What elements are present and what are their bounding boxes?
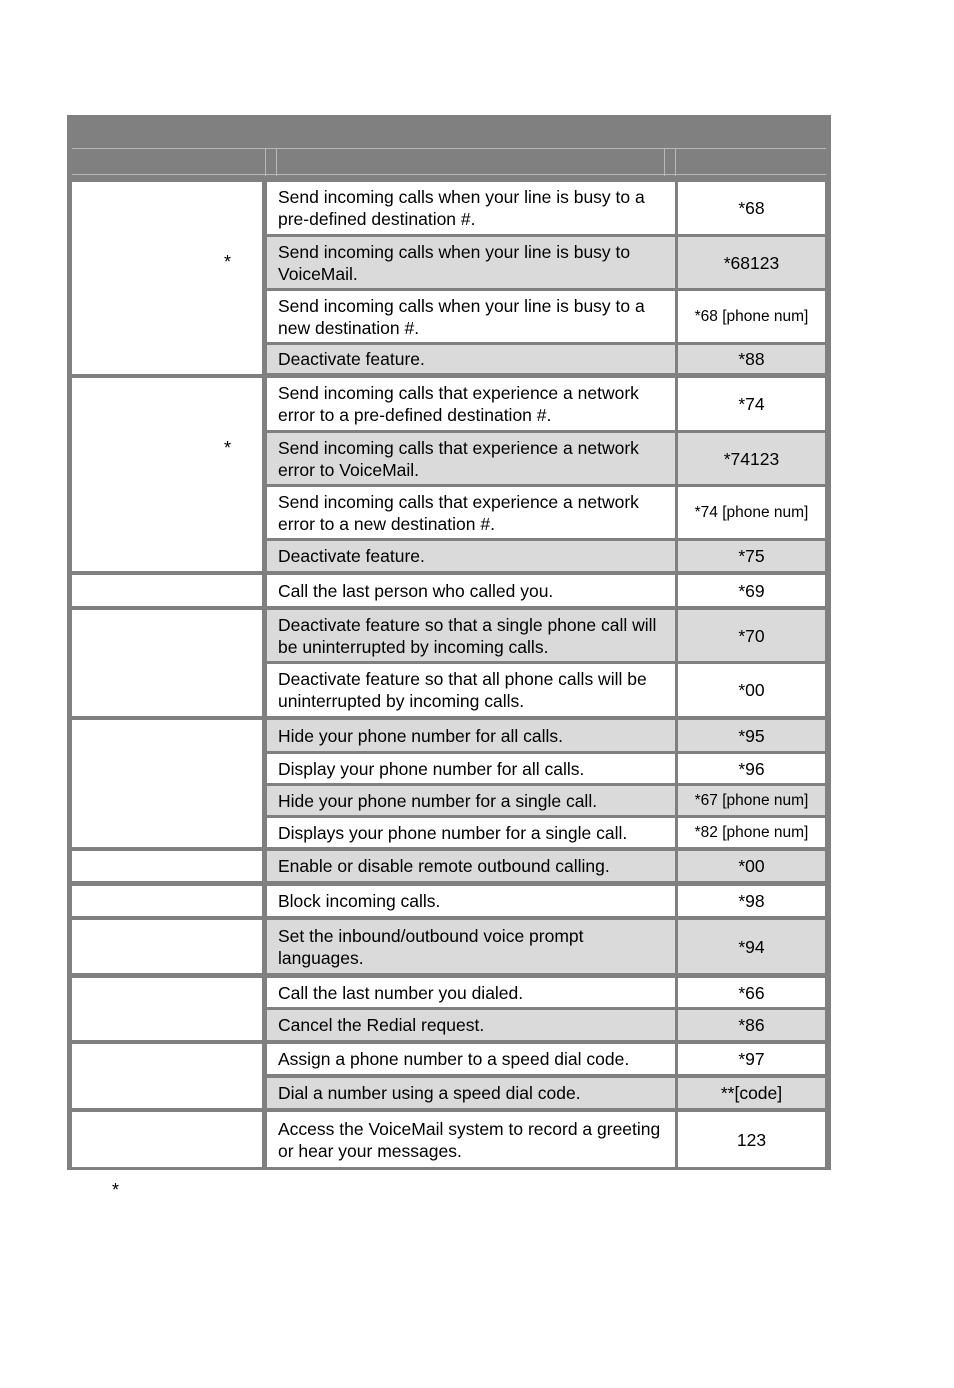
feature-code: *66: [678, 978, 825, 1007]
feature-description: Deactivate feature so that a single phone call will be uninterrupted by incoming calls.: [267, 610, 675, 661]
feature-code: *95: [678, 720, 825, 751]
feature-description: Cancel the Redial request.: [267, 1010, 675, 1040]
feature-code: *97: [678, 1044, 825, 1074]
feature-description: Send incoming calls when your line is busy to a new destination #.: [267, 291, 675, 342]
feature-code: *74123: [678, 433, 825, 484]
feature-code: *96: [678, 754, 825, 783]
category-cell: [72, 720, 262, 847]
feature-code: *88: [678, 345, 825, 373]
category-cell: [72, 378, 262, 571]
category-cell: [72, 886, 262, 916]
feature-description: Enable or disable remote outbound calling.: [267, 851, 675, 881]
feature-code: 123: [678, 1112, 825, 1167]
feature-description: Assign a phone number to a speed dial code.: [267, 1044, 675, 1074]
header-col-divider: [265, 149, 266, 176]
feature-code: *86: [678, 1010, 825, 1040]
feature-description: Send incoming calls that experience a network error to a pre-defined destination #.: [267, 378, 675, 430]
feature-code: *67 [phone num]: [678, 786, 825, 815]
feature-description: Block incoming calls.: [267, 886, 675, 916]
feature-code: *69: [678, 575, 825, 606]
feature-code: *68 [phone num]: [678, 291, 825, 342]
category-cell: [72, 920, 262, 973]
feature-code: *70: [678, 610, 825, 661]
feature-description: Send incoming calls when your line is busy to a pre-defined destination #.: [267, 182, 675, 234]
category-cell: [72, 978, 262, 1040]
table-header-bar: [67, 115, 831, 148]
feature-description: Call the last number you dialed.: [267, 978, 675, 1007]
feature-description: Display your phone number for all calls.: [267, 754, 675, 783]
feature-description: Send incoming calls that experience a network error to VoiceMail.: [267, 433, 675, 484]
footnote-marker: *: [112, 1180, 120, 1200]
category-cell: [72, 575, 262, 606]
feature-description: Send incoming calls when your line is busy to VoiceMail.: [267, 237, 675, 288]
feature-description: Deactivate feature so that all phone calls will be uninterrupted by incoming calls.: [267, 664, 675, 716]
feature-description: Call the last person who called you.: [267, 575, 675, 606]
feature-description: Send incoming calls that experience a network error to a new destination #.: [267, 487, 675, 538]
feature-code: **[code]: [678, 1078, 825, 1108]
feature-code: *00: [678, 851, 825, 881]
header-col-divider: [276, 149, 277, 176]
feature-code: *74 [phone num]: [678, 487, 825, 538]
feature-code: *68123: [678, 237, 825, 288]
feature-description: Hide your phone number for a single call.: [267, 786, 675, 815]
category-cell: [72, 610, 262, 716]
feature-description: Displays your phone number for a single call.: [267, 818, 675, 847]
feature-code: *74: [678, 378, 825, 430]
feature-code: *98: [678, 886, 825, 916]
feature-code: *68: [678, 182, 825, 234]
feature-code: *82 [phone num]: [678, 818, 825, 847]
header-divider-top: [72, 148, 826, 149]
feature-description: Deactivate feature.: [267, 345, 675, 373]
category-cell: [72, 851, 262, 881]
feature-description: Access the VoiceMail system to record a greeting or hear your messages.: [267, 1112, 675, 1167]
header-divider-bottom: [72, 174, 826, 175]
category-footnote-marker: *: [224, 438, 232, 458]
category-cell: [72, 1112, 262, 1167]
category-cell: [72, 182, 262, 374]
category-footnote-marker: *: [224, 252, 232, 272]
feature-description: Hide your phone number for all calls.: [267, 720, 675, 751]
header-col-divider: [664, 149, 665, 176]
feature-code: *75: [678, 541, 825, 571]
feature-description: Dial a number using a speed dial code.: [267, 1078, 675, 1108]
feature-code: *94: [678, 920, 825, 973]
feature-description: Deactivate feature.: [267, 541, 675, 571]
header-col-divider: [675, 149, 676, 176]
feature-description: Set the inbound/outbound voice prompt languages.: [267, 920, 675, 973]
category-cell: [72, 1044, 262, 1108]
feature-code: *00: [678, 664, 825, 716]
